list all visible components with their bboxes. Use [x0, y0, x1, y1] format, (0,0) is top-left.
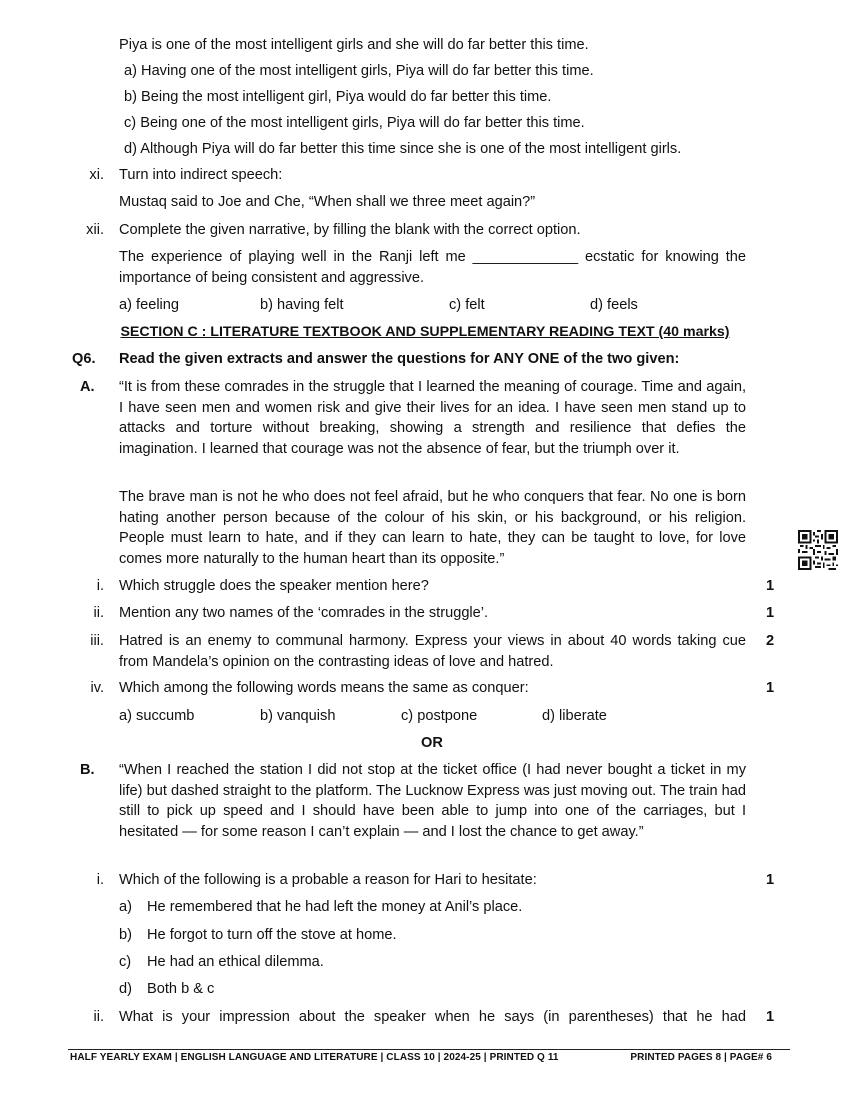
option-label: d): [119, 981, 132, 997]
marks: 1: [765, 605, 775, 621]
question-text: Which of the following is a probable a reason for Hari to hesitate:: [119, 872, 537, 888]
question-text: Hatred is an enemy to communal harmony. Express your views in about 40 words taking cue from Mandela’s opinion on the contrasting ideas of love and hatred.: [119, 633, 746, 670]
option-a: a) feeling: [119, 297, 180, 313]
extract-paragraph: “It is from these comrades in the struggle that I learned the meaning of courage. Time and again, I have seen men and women risk and give their lives for an idea. I have seen men stand up to attacks and torture without breaking, showing a strength and resilience that defies the imagination. I learned that courage was not the absence of fear, but the triumph over it.: [119, 379, 746, 457]
marks: 1: [765, 578, 775, 594]
section-heading: SECTION C : LITERATURE TEXTBOOK AND SUPPLEMENTARY READING TEXT (40 marks): [120, 324, 730, 340]
option-d: d) feels: [590, 297, 638, 313]
option-b: b) vanquish: [260, 708, 336, 724]
marks: 2: [765, 633, 775, 649]
option-b: b) having felt: [260, 297, 344, 313]
marks: 1: [765, 680, 775, 696]
question-instruction: Read the given extracts and answer the questions for ANY ONE of the two given:: [119, 351, 680, 367]
qr-code-icon: [798, 530, 838, 570]
option-c: c) Being one of the most intelligent girls, Piya will do far better this time.: [124, 115, 585, 131]
question-number: Q6.: [72, 351, 96, 367]
question-text: Complete the given narrative, by filling the blank with the correct option.: [119, 222, 581, 238]
option-a: a) Having one of the most intelligent girls, Piya will do far better this time.: [124, 63, 594, 79]
option-d: d) liberate: [542, 708, 607, 724]
extract-label: B.: [80, 762, 95, 778]
extract-paragraph: The brave man is not he who does not feel afraid, but he who conquers that fear. No one is born hating another person because of the colour of his skin, or his background, or his religion. People must learn to hate, and if they can learn to hate, they can be taught to love, for love comes more naturally to the human heart than its opposite.”: [119, 489, 746, 567]
option-d: d) Although Piya will do far better this time since she is one of the most intelligent girls.: [124, 141, 682, 157]
question-text: Turn into indirect speech:: [119, 167, 283, 183]
footer-exam-info: HALF YEARLY EXAM | ENGLISH LANGUAGE AND LITERATURE | CLASS 10 | 2024-25 | PRINTED Q 11: [70, 1052, 559, 1063]
question-number: xi.: [89, 167, 104, 183]
narrative-text: The experience of playing well in the Ranji left me _____________ ecstatic for knowing the importance of being consistent and aggressive.: [119, 249, 746, 286]
or-separator: OR: [421, 735, 443, 751]
question-number: ii.: [93, 1009, 104, 1025]
option-text: He had an ethical dilemma.: [147, 954, 324, 970]
option-c: c) postpone: [401, 708, 478, 724]
question-number: i.: [96, 578, 104, 594]
question-text: Which struggle does the speaker mention here?: [119, 578, 429, 594]
marks: 1: [765, 872, 775, 888]
question-number: iv.: [90, 680, 104, 696]
extract-label: A.: [80, 379, 95, 395]
extract-paragraph: “When I reached the station I did not stop at the ticket office (I had never bought a ticket in my life) but dashed straight to the platform. The Lucknow Express was just moving out. The train had still to pick up speed and I should have been able to jump into one of the carriages, but I hesitated — for some reason I can’t explain — and I lost the chance to get away.”: [119, 762, 746, 840]
option-label: c): [119, 954, 132, 970]
option-label: b): [119, 927, 132, 943]
footer-divider: [68, 1049, 790, 1050]
question-number: i.: [96, 872, 104, 888]
option-text: Both b & c: [147, 981, 215, 997]
option-b: b) Being the most intelligent girl, Piya would do far better this time.: [124, 89, 552, 105]
question-text: Which among the following words means the same as conquer:: [119, 680, 529, 696]
question-number: ii.: [93, 605, 104, 621]
marks: 1: [765, 1009, 775, 1025]
question-number: xii.: [86, 222, 104, 238]
footer-page-info: PRINTED PAGES 8 | PAGE# 6: [630, 1052, 772, 1063]
option-text: He remembered that he had left the money at Anil’s place.: [147, 899, 523, 915]
option-text: He forgot to turn off the stove at home.: [147, 927, 397, 943]
option-a: a) succumb: [119, 708, 195, 724]
question-stem: Piya is one of the most intelligent girls and she will do far better this time.: [119, 37, 589, 53]
question-text: What is your impression about the speaker when he says (in parentheses) that he had: [119, 1009, 746, 1025]
question-number: iii.: [90, 633, 104, 649]
option-c: c) felt: [449, 297, 485, 313]
question-sentence: Mustaq said to Joe and Che, “When shall we three meet again?”: [119, 194, 536, 210]
question-text: Mention any two names of the ‘comrades in the struggle’.: [119, 605, 489, 621]
option-label: a): [119, 899, 132, 915]
